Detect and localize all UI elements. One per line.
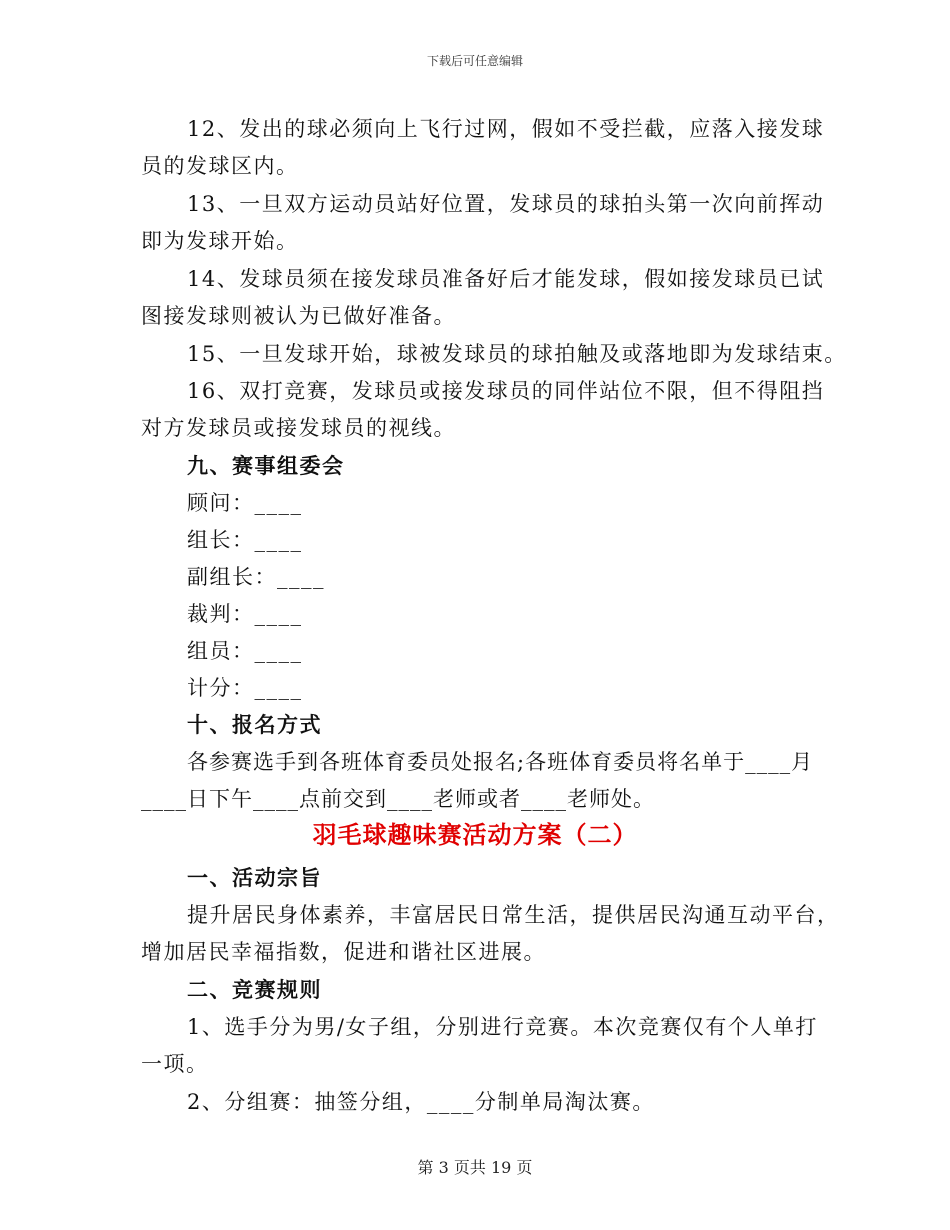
page-footer: 第 3 页共 19 页 bbox=[417, 1158, 533, 1177]
section-9-heading: 九、赛事组委会 bbox=[187, 453, 345, 478]
purpose-line-2: 增加居民幸福指数，促进和谐社区进展。 bbox=[141, 940, 546, 964]
committee-vice-leader: 副组长：____ bbox=[187, 565, 325, 589]
committee-advisor: 顾问：____ bbox=[187, 491, 303, 515]
rule-15-line-1: 15、一旦发球开始，球被发球员的球拍触及或落地即为发球结束。 bbox=[187, 342, 847, 366]
rule-1-line-2: 一项。 bbox=[141, 1052, 209, 1076]
rule-1-line-1: 1、选手分为男/女子组，分别进行竞赛。本次竞赛仅有个人单打 bbox=[187, 1015, 818, 1039]
document-2-title: 羽毛球趣味赛活动方案（二） bbox=[312, 820, 638, 849]
rule-13-line-2: 即为发球开始。 bbox=[141, 229, 299, 253]
purpose-line-1: 提升居民身体素养，丰富居民日常生活，提供居民沟通互动平台， bbox=[187, 903, 840, 927]
rule-16-line-2: 对方发球员或接发球员的视线。 bbox=[141, 416, 456, 440]
page-header: 下载后可任意编辑 bbox=[426, 54, 523, 68]
committee-referee: 裁判：____ bbox=[187, 602, 303, 626]
rule-12-line-2: 员的发球区内。 bbox=[141, 154, 299, 178]
section-10-heading: 十、报名方式 bbox=[187, 712, 322, 737]
registration-line-1: 各参赛选手到各班体育委员处报名;各班体育委员将名单于____月 bbox=[187, 750, 814, 774]
committee-leader: 组长：____ bbox=[187, 528, 303, 552]
rule-14-line-2: 图接发球则被认为已做好准备。 bbox=[141, 304, 456, 328]
rule-16-line-1: 16、双打竞赛，发球员或接发球员的同伴站位不限，但不得阻挡 bbox=[187, 379, 825, 403]
committee-scorer: 计分：____ bbox=[187, 676, 303, 700]
committee-member: 组员：____ bbox=[187, 639, 303, 663]
rules-heading: 二、竞赛规则 bbox=[187, 977, 322, 1002]
rule-12-line-1: 12、发出的球必须向上飞行过网，假如不受拦截，应落入接发球 bbox=[187, 117, 825, 141]
rule-14-line-1: 14、发球员须在接发球员准备好后才能发球，假如接发球员已试 bbox=[187, 267, 825, 291]
registration-line-2: ____日下午____点前交到____老师或者____老师处。 bbox=[141, 787, 655, 811]
rule-13-line-1: 13、一旦双方运动员站好位置，发球员的球拍头第一次向前挥动 bbox=[187, 192, 825, 216]
purpose-heading: 一、活动宗旨 bbox=[187, 865, 322, 890]
rule-2-line-1: 2、分组赛：抽签分组，____分制单局淘汰赛。 bbox=[187, 1090, 655, 1114]
